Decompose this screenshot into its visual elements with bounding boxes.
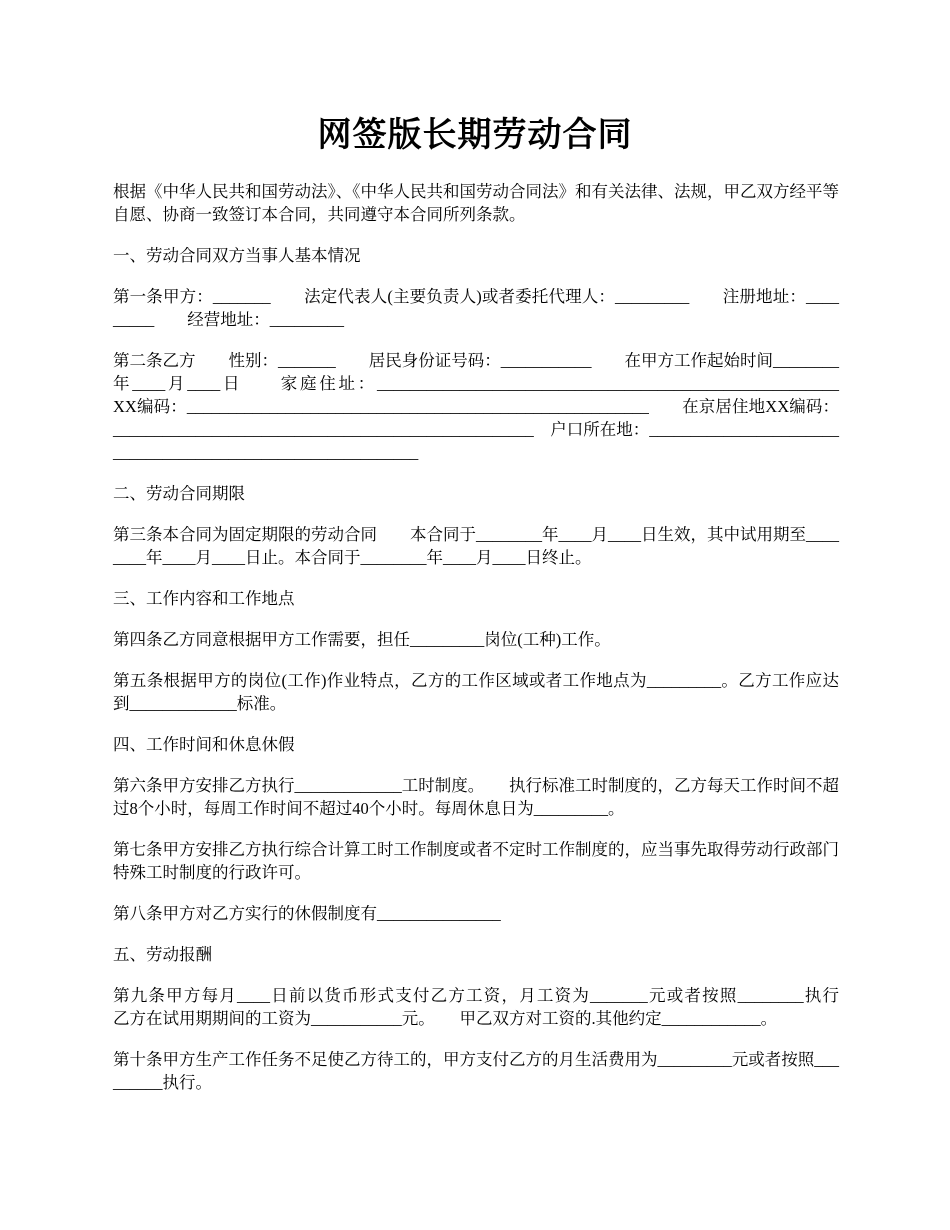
document-title: 网签版长期劳动合同	[317, 117, 633, 154]
article-4: 第四条乙方同意根据甲方工作需要，担任_________岗位(工种)工作。	[113, 630, 611, 649]
section-heading-2: 二、劳动合同期限	[113, 484, 245, 503]
preamble: 根据《中华人民共和国劳动法》、《中华人民共和国劳动合同法》和有关法律、法规，甲乙双方经平等自愿、协商一致签订本合同，共同遵守本合同所列条款。	[113, 182, 839, 224]
article-1: 第一条甲方：_______ 法定代表人(主要负责人)或者委托代理人：_________ 注册地址：_________ 经营地址：_________	[113, 287, 839, 329]
section-heading-5: 五、劳动报酬	[113, 945, 212, 964]
article-9: 第九条甲方每月____日前以货币形式支付乙方工资，月工资为_______元或者按照________执行 乙方在试用期期间的工资为___________元。 甲乙双方对工资的.其他约定____________。	[113, 986, 872, 1028]
article-2: 第二条乙方 性别：_______ 居民身份证号码：___________ 在甲方工作起始时间________年____月____日 家庭住址：________________________________________________________ XX编码：________________________________________________________ 在京居住地XX编码：___________________________________________________ 户口所在地：____________________________________________________________	[113, 351, 872, 462]
section-heading-1: 一、劳动合同双方当事人基本情况	[113, 246, 361, 265]
article-10: 第十条甲方生产工作任务不足使乙方待工的，甲方支付乙方的月生活费用为_________元或者按照_________执行。	[113, 1050, 839, 1092]
section-heading-4: 四、工作时间和休息休假	[113, 735, 295, 754]
article-5: 第五条根据甲方的岗位(工作)作业特点，乙方的工作区域或者工作地点为_________。乙方工作应达到_____________标准。	[113, 671, 839, 713]
section-heading-3: 三、工作内容和工作地点	[113, 589, 295, 608]
article-7: 第七条甲方安排乙方执行综合计算工时工作制度或者不定时工作制度的，应当事先取得劳动行政部门特殊工时制度的行政许可。	[113, 840, 839, 882]
article-6: 第六条甲方安排乙方执行_____________工时制度。 执行标准工时制度的，乙方每天工作时间不超过8个小时，每周工作时间不超过40个小时。每周休息日为_________。	[113, 776, 839, 818]
article-3: 第三条本合同为固定期限的劳动合同 本合同于________年____月____日生效，其中试用期至________年____月____日止。本合同于________年____月____日终止。	[113, 525, 839, 567]
document-body	[113, 180, 872, 1112]
article-8: 第八条甲方对乙方实行的休假制度有_______________	[113, 904, 501, 923]
